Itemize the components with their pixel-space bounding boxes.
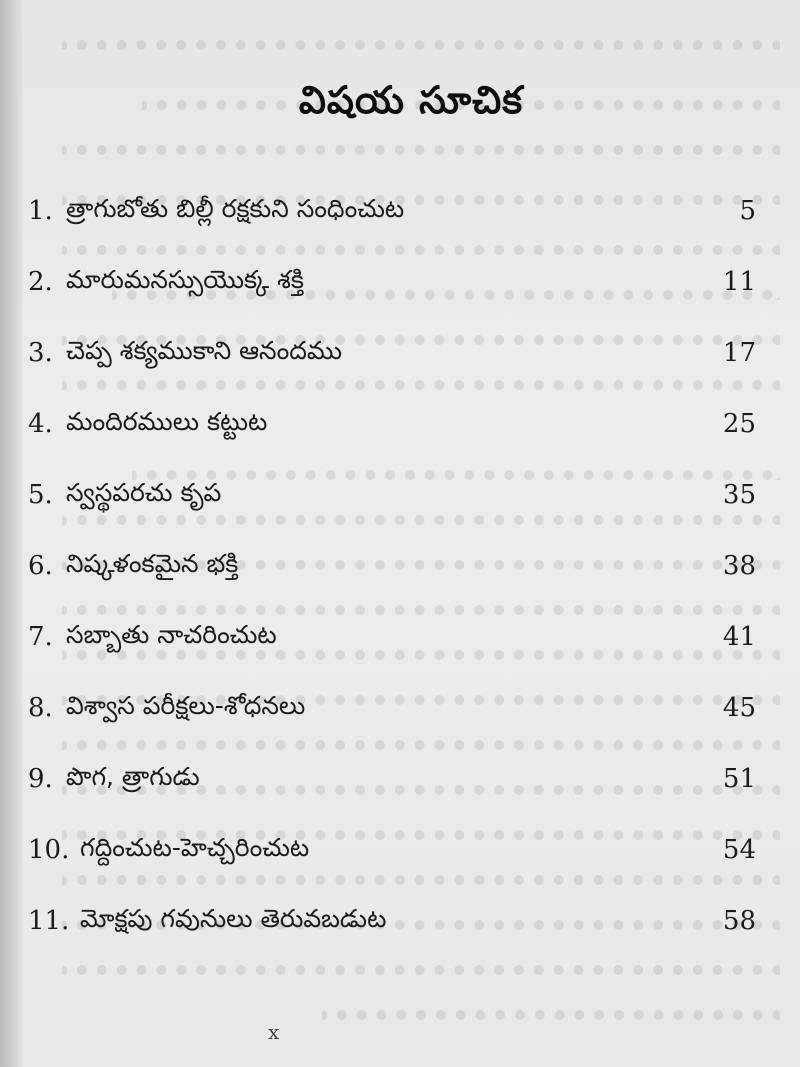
entry-number: 2. [28,267,53,297]
entry-title: చెప్ప శక్యముకాని ఆనందము [66,336,343,365]
entry-title: నిష్కళంకమైన భక్తి [66,549,239,578]
entry-number: 3. [28,338,53,368]
entry-page-number: 51 [722,764,756,794]
page-title: విషయ సూచిక [298,78,524,122]
toc-entry [22,261,800,301]
toc-entry [22,687,800,727]
entry-page-number: 38 [722,551,756,581]
entry-title: సబ్బాతు నాచరించుట [66,620,277,649]
entry-number: 5. [28,480,53,510]
entry-number: 6. [28,551,53,581]
entry-number: 9. [28,764,53,794]
entry-title: మోక్షపు గవునులు తెరువబడుట [80,904,387,933]
entry-page-number: 5 [739,196,756,226]
entry-number: 8. [28,693,53,723]
entry-number: 4. [28,409,53,439]
entry-number: 11. [28,906,70,936]
toc-entry [22,616,800,656]
page-footer-numeral: x [268,1020,280,1044]
entry-page-number: 11 [722,267,756,297]
entry-page-number: 25 [722,409,756,439]
entry-title: పొగ, త్రాగుడు [66,762,200,791]
entry-title: గద్దించుట-హెచ్చరించుట [80,833,310,862]
toc-entry [22,474,800,514]
entry-title: మారుమనస్సుయొక్క శక్తి [66,265,304,294]
toc-entry [22,900,800,940]
toc-entry [22,403,800,443]
toc-entry [22,190,800,230]
entry-title: స్వస్థపరచు కృప [66,478,222,507]
toc-entry [22,829,800,869]
entry-title: విశ్వాస పరీక్షలు-శోధనలు [66,691,306,720]
entry-page-number: 35 [722,480,756,510]
entry-title: మందిరములు కట్టుట [66,407,268,436]
entry-number: 1. [28,196,53,226]
toc-entry [22,758,800,798]
entry-number: 10. [28,835,70,865]
entry-page-number: 45 [722,693,756,723]
entry-page-number: 58 [722,906,756,936]
entry-page-number: 54 [722,835,756,865]
toc-entry [22,545,800,585]
entry-title: త్రాగుబోతు బిల్లీ రక్షకుని సంధించుట [66,194,405,223]
toc-entry [22,332,800,372]
entry-number: 7. [28,622,53,652]
book-page [22,0,800,1067]
entry-page-number: 17 [722,338,756,368]
entry-page-number: 41 [722,622,756,652]
book-spine-shadow [0,0,22,1067]
